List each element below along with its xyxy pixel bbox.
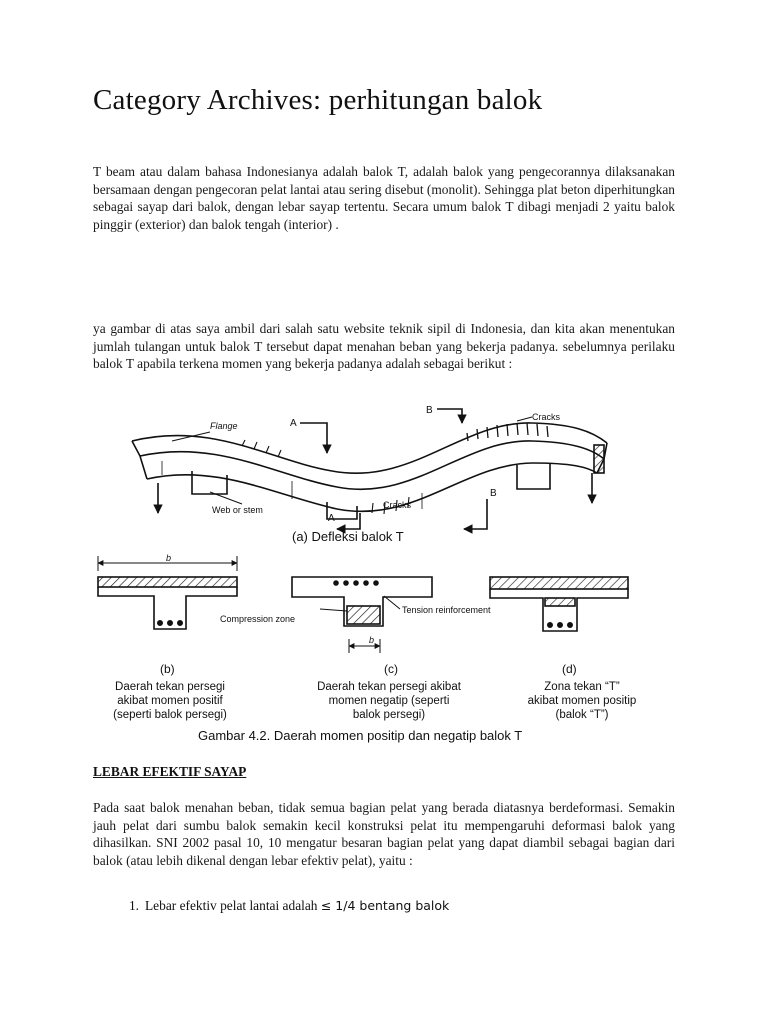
b-mid-label: b (369, 635, 375, 645)
desc-b (113, 681, 227, 721)
desc-c-line-2: momen negatip (seperti (328, 695, 450, 707)
tension-reinforcement-label: Tension reinforcement (402, 605, 491, 615)
cracks-top-label: Cracks (532, 412, 561, 422)
list-item-number: 1. (128, 898, 139, 913)
list-item (93, 898, 449, 914)
cracks-bottom-label: Cracks (383, 500, 412, 510)
letter-d: (d) (562, 662, 577, 676)
desc-d-line-1: Zona tekan “T” (544, 681, 620, 693)
list-item-text-formula: ≤ 1/4 bentang balok (320, 898, 450, 913)
section-c (292, 577, 432, 653)
section-a-top: A (290, 418, 297, 429)
section-b-bottom: B (490, 488, 497, 499)
letter-c: (c) (384, 662, 398, 676)
flange-label: Flange (210, 421, 238, 431)
desc-b-line-1: Daerah tekan persegi (115, 681, 225, 693)
list-item-text (145, 898, 449, 914)
deflected-beam (132, 423, 607, 519)
web-label: Web or stem (212, 505, 263, 515)
t-beam-diagram (92, 401, 637, 755)
letter-b: (b) (160, 662, 175, 676)
list-item-text-main: Lebar efektiv pelat lantai adalah (145, 898, 321, 913)
numbered-list (93, 898, 449, 914)
desc-d-line-2: akibat momen positip (527, 695, 637, 707)
desc-c (317, 681, 462, 721)
desc-d-line-3: (balok “T”) (555, 709, 609, 721)
caption-a: (a) Defleksi balok T (292, 529, 404, 544)
desc-d (528, 681, 637, 721)
second-paragraph: ya gambar di atas saya ambil dari salah satu website teknik sipil di Indonesia, dan kita akan menentukan jumlah tulangan untuk balok T tersebut dapat menahan beban yang bekerja padanya. sebelumnya perilaku balok T apabila terkena momen yang bekerja padanya adalah sebagai berikut : (93, 321, 675, 372)
section-b-top: B (426, 405, 433, 416)
desc-b-line-3: (seperti balok persegi) (113, 709, 227, 721)
desc-c-line-3: balok persegi) (352, 709, 426, 721)
lebar-paragraph: Pada saat balok menahan beban, tidak semua bagian pelat yang berada diatasnya berdeformasi. Semakin jauh pelat dari sumbu balok semakin kecil konstruksi pelat itu mempengaruhi deformasi balok yang dihasilkan. SNI 2002 pasal 10, 10 mengatur besaran bagian pelat yang dapat diambil sebagai bagian dari balok (atau lebih dikenal dengan lebar efektiv pelat), yaitu : (93, 800, 675, 868)
figure-caption: Gambar 4.2. Daerah momen positip dan negatip balok T (198, 728, 523, 743)
section-d (490, 577, 628, 631)
section-a-bottom: A (328, 513, 335, 524)
b-top-label: b (166, 553, 172, 563)
page-title: Category Archives: perhitungan balok (93, 84, 543, 116)
t-beam-figure (92, 401, 637, 755)
intro-paragraph: T beam atau dalam bahasa Indonesianya adalah balok T, adalah balok yang pengecorannya dilaksanakan bersamaan dengan pengecoran pelat lantai atau sering disebut (monolit). Sehingga plat beton diperhitungkan sebagai sayap dari balok, dengan lebar sayap tertentu. Secara umum balok T dibagi menjadi 2 yaitu balok pinggir (exterior) dan balok tengah (interior) . (93, 164, 675, 232)
section-heading: LEBAR EFEKTIF SAYAP (93, 764, 247, 779)
section-b (98, 556, 237, 629)
desc-c-line-1: Daerah tekan persegi akibat (317, 681, 461, 693)
desc-b-line-2: akibat momen positif (117, 695, 223, 707)
compression-zone-label: Compression zone (220, 614, 296, 624)
